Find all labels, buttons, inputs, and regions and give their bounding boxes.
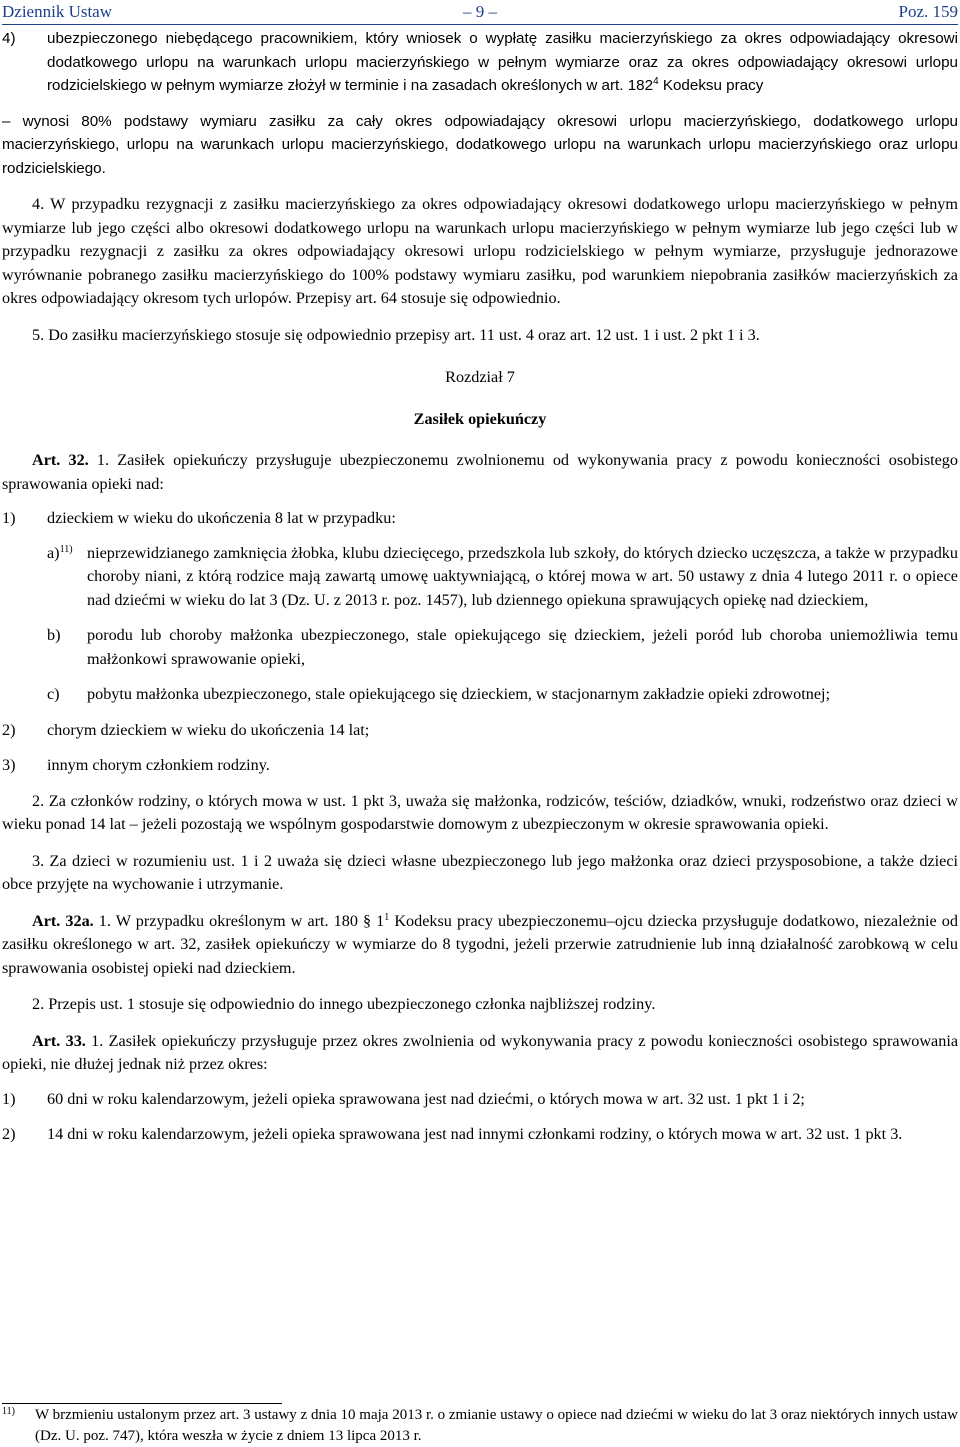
article-text: 1. Zasiłek opiekuńczy przysługuje przez okres zwolnienia od wykonywania pracy z powodu konieczności osobistego sprawowania opieki, nie dłużej jednak niż przez okres: [2,1031,959,1073]
art32-paragraph-3: 3. Za dzieci w rozumieniu ust. 1 i 2 uważa się dzieci własne ubezpieczonego lub jego małżonka oraz dzieci przysposobione, a także dzieci obce przyjęte na wychowanie i utrzymanie. [2,851,958,893]
superscript: 4 [653,76,659,87]
position-number: Poz. 159 [898,2,958,21]
list-item [2,1088,958,1112]
list-text-tail: Kodeksu pracy [662,77,764,94]
list-text: innym chorym członkiem rodziny. [47,756,270,774]
page-number: – 9 – [463,2,497,21]
sub-number [47,542,73,566]
list-number: 2) [2,720,16,739]
superscript: 1 [384,911,390,923]
sub-item-a [2,542,958,613]
list-item [2,719,958,743]
sub-text: porodu lub choroby małżonka ubezpieczonego, stale opiekującego się dzieckiem, jeżeli poród lub choroba uniemożliwia temu małżonkowi sprawowanie opieki, [87,626,958,668]
art32-paragraph-2: 2. Za członków rodziny, o których mowa w ust. 1 pkt 3, uważa się małżonka, rodziców, teściów, dziadków, wnuki, rodzeństwo oraz dzieci w wieku ponad 14 lat – jeżeli pozostają we wspólnym gospodarstwie domowym z ubezpieczonym w okresie sprawowania opieki. [2,791,958,833]
list-number: 3) [2,756,16,774]
list-number: 1) [2,1089,16,1108]
art32a-paragraph-2: 2. Przepis ust. 1 stosuje się odpowiednio do innego ubezpieczonego członka najbliższej rodziny. [32,995,656,1013]
page-header [2,0,958,25]
sub-text: nieprzewidzianego zamknięcia żłobka, klubu dziecięcego, przedszkola lub szkoły, do których dziecko uczęszcza, a także w przypadku choroby niani, z którą rodzice mają zawartą umowę uaktywniającą, o której mowa w art. 50 ustawy z dnia 4 lutego 2011 r. o opiece nad dziećmi w wieku do lat 3 (Dz. U. z 2013 r. poz. 1457), lub dziennego opiekuna sprawujących opiekę nad dzieckiem, [87,543,958,609]
sub-letter: a) [47,543,60,562]
list-item [2,754,958,778]
article-text: 1. Zasiłek opiekuńczy przysługuje ubezpieczonemu zwolnionemu od wykonywania pracy z powodu konieczności osobistego sprawowania opieki nad: [2,451,958,493]
footnote [2,1405,958,1446]
list-item [2,1123,958,1147]
list-text: dzieckiem w wieku do ukończenia 8 lat w przypadku: [47,509,396,527]
sub-text: pobytu małżonka ubezpieczonego, stale opiekującego się dzieckiem, w stacjonarnym zakładzie opieki zdrowotnej; [87,685,830,703]
art33-intro [2,1030,958,1077]
list-number: 2) [2,1125,16,1143]
article-text: 1. W przypadku określonym w art. 180 § 1 [98,911,385,930]
footnote-ref: 11) [59,543,73,555]
list-number: 4) [2,30,16,47]
sub-item-b [2,624,958,671]
paragraph-5: 5. Do zasiłku macierzyńskiego stosuje się odpowiednio przepisy art. 11 ust. 4 oraz art. 12 ust. 1 i ust. 2 pkt 1 i 3. [32,325,760,344]
list-text: ubezpieczonego niebędącego pracownikiem, który wniosek o wypłatę zasiłku macierzyńskiego za okres odpowiadający okresowi dodatkowego urlopu na warunkach urlopu macierzyńskiego w pełnym wymiarze oraz za okres odpowiadający okresowi urlopu rodzicielskiego w pełnym wymiarze złożył w terminie i na zasadach określonych w art. 182 [47,30,958,94]
sub-item-c [2,683,958,707]
article-label: Art. 32. [32,451,89,469]
list-item-4 [2,27,958,98]
chapter-title: Zasiłek opiekuńczy [413,409,547,428]
article-label: Art. 33. [32,1031,86,1050]
chapter-label: Rozdział 7 [445,368,515,386]
list-text: 60 dni w roku kalendarzowym, jeżeli opieka sprawowana jest nad dziećmi, o których mowa w art. 32 ust. 1 pkt 1 i 2; [47,1089,805,1108]
article-text: Kodeksu pracy ubezpieczonemu–ojcu dziecka przysługuje dodatkowo, niezależnie od zasiłku określonego w art. 32, zasiłek opiekuńczy w wymiarze do 8 tygodni, jeżeli przerwie zatrudnienie lub inną działalność zarobkową w celu sprawowania osobistej opieki nad dzieckiem. [2,911,958,977]
list-text: chorym dzieckiem w wieku do ukończenia 14 lat; [47,720,370,739]
art32-intro [2,449,958,496]
list-item [2,507,958,531]
list-number: 1) [2,509,16,527]
document-body [2,24,958,1147]
footnote-number: 11) [2,1406,15,1417]
sub-letter: b) [47,626,61,644]
footnote-text: W brzmieniu ustalonym przez art. 3 ustawy z dnia 10 maja 2013 r. o zmianie ustawy o opiece nad dziećmi w wieku do lat 3 oraz niektórych innych ustaw (Dz. U. poz. 747), która weszła w życie z dniem 13 lipca 2013 r. [35,1407,958,1444]
dash-paragraph: – wynosi 80% podstawy wymiaru zasiłku za cały okres odpowiadający okresowi urlopu macierzyńskiego, dodatkowego urlopu macierzyńskiego, urlopu na warunkach urlopu macierzyńskiego, dodatkowego urlopu na warunkach urlopu macierzyńskiego oraz urlopu rodzicielskiego. [2,112,958,177]
art32a-paragraph-1 [2,910,958,981]
list-text: 14 dni w roku kalendarzowym, jeżeli opieka sprawowana jest nad innymi członkami rodziny, o których mowa w art. 32 ust. 1 pkt 3. [47,1125,903,1143]
footnote-divider [2,1403,282,1404]
paragraph-4: 4. W przypadku rezygnacji z zasiłku macierzyńskiego za okres odpowiadający okresowi dodatkowego urlopu macierzyńskiego w pełnym wymiarze lub jego części albo okresowi dodatkowego urlopu na warunkach urlopu macierzyńskiego w pełnym wymiarze lub jego części lub w przypadku rezygnacji z zasiłku za okres odpowiadający okresowi urlopu rodzicielskiego w pełnym wymiarze, przysługuje jednorazowe wyrównanie pobranego zasiłku macierzyńskiego do 100% podstawy wymiaru zasiłku, pod warunkiem niepobrania zasiłków macierzyńskich za okres odpowiadający okresom tych urlopów. Przepisy art. 64 stosuje się odpowiednio. [2,195,958,307]
sub-letter: c) [47,685,60,703]
article-label: Art. 32a. [32,911,94,930]
journal-title: Dziennik Ustaw [2,2,113,21]
